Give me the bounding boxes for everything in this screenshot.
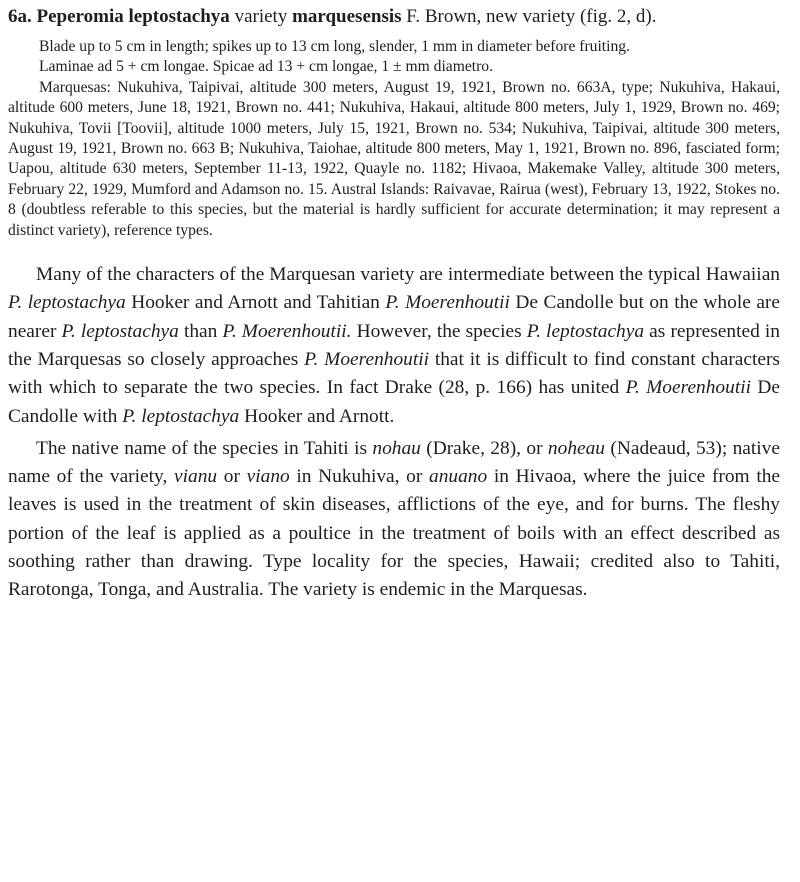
species-heading [8,4,780,29]
variety-name: marquesensis [292,6,402,27]
species-number: 6a. [8,6,32,27]
specimen-list: Marquesas: Nukuhiva, Taipivai, altitude 300 meters, August 19, 1921, Brown no. 663A, type; Nukuhiva, Hakaui, altitude 600 meters, June 18, 1921, Brown no. 441; Nukuhiva, Hakaui, altitude 800 meters, July 1, 1929, Brown no. 469; Nukuhiva, Tovii [Toovii], altitude 1000 meters, July 15, 1921, Brown no. 534; Nukuhiva, Taipivai, altitude 300 meters, August 19, 1921, Brown no. 663 B; Nukuhiva, Taiohae, altitude 800 meters, May 1, 1921, Brown no. 896, fasciated form; Uapou, altitude 630 meters, September 11-13, 1922, Quayle no. 1182; Hivaoa, Makemake Valley, altitude 300 meters, February 22, 1929, Mumford and Adamson no. 15. Austral Islands: Raivavae, Rairua (west), February 13, 1922, Stokes no. 8 (doubtless referable to this species, but the material is hardly sufficient for accurate determination; it may represent a distinct variety), reference types. [8,78,780,239]
native-name-paragraph: The native name of the species in Tahiti is nohau (Drake, 28), or noheau (Nadeaud, 53); native name of the variety, vianu or viano in Nukuhiva, or anuano in Hivaoa, where the juice from the leaves is used in the treatment of skin diseases, afflictions of the eye, and for burns. The fleshy portion of the leaf is applied as a poultice in the treatment of boils with an effect described as soothing rather than drawing. Type locality for the species, Hawaii; credited also to Tahiti, Rarotonga, Tonga, and Australia. The variety is endemic in the Marquesas. [8,437,781,601]
rank-label: variety [234,6,288,27]
author-citation: F. Brown, new variety [406,6,576,27]
description-latin: Laminae ad 5 + cm longae. Spicae ad 13 + cm longae, 1 ± mm diametro. [39,58,493,76]
figure-reference: (fig. 2, d). [579,6,657,27]
description-english: Blade up to 5 cm in length; spikes up to 13 cm long, slender, 1 mm in diameter before fruiting. [39,38,630,55]
discussion-paragraph: Many of the characters of the Marquesan variety are intermediate between the typical Hawaiian P. leptostachya Hooker and Arnott and Tahitian P. Moerenhoutii De Candolle but on the whole are nearer P. leptostachya than P. Moerenhoutii. However, the species P. leptostachya as represented in the Marquesas so closely approaches P. Moerenhoutii that it is difficult to find constant characters with which to separate the two species. In fact Drake (28, p. 166) has united P. Moerenhoutii De Candolle with P. leptostachya Hooker and Arnott. [8,264,780,427]
taxon-name: Peperomia leptostachya [36,6,230,27]
